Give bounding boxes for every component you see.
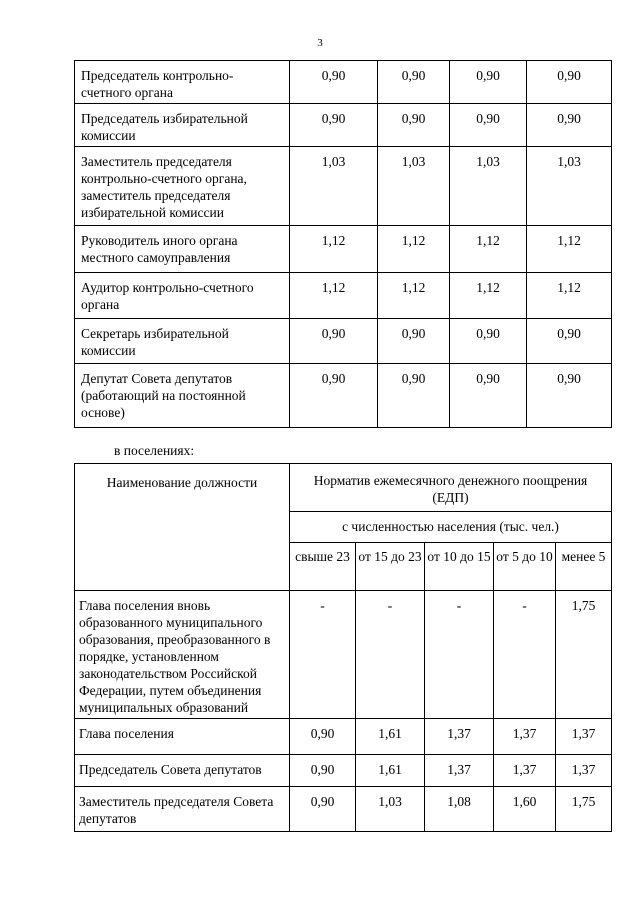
coefficient-cell: 0,90 [378,364,450,428]
coefficient-cell: 0,90 [527,104,612,147]
header-position-name: Наименование должности [75,464,290,591]
position-name-cell: Глава поселения вновь образованного муниципального образования, преобразованного в порядке, установленном законодательством Российской Федерации, путем объединения муниципальных образований [75,591,290,719]
table-row [75,755,612,787]
coefficient-cell: 1,37 [494,719,556,755]
header-population: с численностью населения (тыс. чел.) [290,512,612,543]
coefficient-cell: 1,37 [425,755,494,787]
table-row [75,364,612,428]
coefficient-cell: 0,90 [378,319,450,364]
position-name-cell: Руководитель иного органа местного самоуправления [75,226,290,273]
coefficient-cell: 1,75 [556,591,612,719]
coefficient-cell: 0,90 [290,319,378,364]
coefficient-cell: 1,37 [556,719,612,755]
coefficient-cell: 0,90 [450,104,527,147]
table-row [75,61,612,104]
coefficient-cell: 0,90 [290,61,378,104]
coefficient-cell: 1,12 [290,273,378,319]
population-column-header: от 10 до 15 [425,543,494,591]
coefficient-cell: 1,61 [356,755,425,787]
coefficient-cell: 1,12 [527,226,612,273]
coefficient-cell: 0,90 [290,104,378,147]
population-column-header: свыше 23 [290,543,356,591]
coefficient-cell: 0,90 [378,104,450,147]
coefficient-cell: 1,12 [378,273,450,319]
table-row [75,147,612,226]
position-name-cell: Заместитель председателя контрольно-счетного органа, заместитель председателя избирательной комиссии [75,147,290,226]
coefficient-cell: 0,90 [450,319,527,364]
coefficient-cell: 1,60 [494,787,556,832]
coefficient-cell: 0,90 [450,364,527,428]
population-column-header: от 5 до 10 [494,543,556,591]
coefficient-cell: 0,90 [290,719,356,755]
coefficient-cell: 1,12 [378,226,450,273]
coefficient-cell: 1,75 [556,787,612,832]
coefficient-cell: 1,12 [450,273,527,319]
position-name-cell: Аудитор контрольно-счетного органа [75,273,290,319]
coefficient-cell: 1,37 [494,755,556,787]
coefficient-cell: 0,90 [290,364,378,428]
position-name-cell: Заместитель председателя Совета депутатов [75,787,290,832]
coefficient-cell: 0,90 [290,755,356,787]
coefficient-cell: 1,03 [450,147,527,226]
position-name-cell: Глава поселения [75,719,290,755]
coefficient-cell: - [494,591,556,719]
coefficient-cell: - [425,591,494,719]
coefficient-cell: 0,90 [527,319,612,364]
position-name-cell: Председатель контрольно-счетного органа [75,61,290,104]
coefficient-cell: 0,90 [290,787,356,832]
position-name-cell: Председатель Совета депутатов [75,755,290,787]
table-row [75,591,612,719]
coefficients-table-municipal [74,60,612,428]
table-row [75,104,612,147]
coefficient-cell: 1,08 [425,787,494,832]
table-row [75,719,612,755]
coefficient-cell: 0,90 [527,364,612,428]
coefficient-cell: 0,90 [378,61,450,104]
table-header-row [75,464,612,512]
coefficient-cell: 1,61 [356,719,425,755]
coefficient-cell: 1,03 [290,147,378,226]
coefficient-cell: 1,12 [450,226,527,273]
section-caption: в поселениях: [114,443,195,458]
position-name-cell: Депутат Совета депутатов (работающий на постоянной основе) [75,364,290,428]
header-norm: Норматив ежемесячного денежного поощрения (ЕДП) [290,464,612,512]
coefficient-cell: - [356,591,425,719]
coefficient-cell: 1,12 [527,273,612,319]
position-name-cell: Секретарь избирательной комиссии [75,319,290,364]
coefficient-cell: 0,90 [450,61,527,104]
coefficient-cell: 1,12 [290,226,378,273]
page-number: 3 [317,37,323,49]
table-row [75,787,612,832]
coefficient-cell: 1,03 [356,787,425,832]
table-row [75,319,612,364]
position-name-cell: Председатель избирательной комиссии [75,104,290,147]
coefficient-cell: 1,03 [527,147,612,226]
table-row [75,273,612,319]
coefficient-cell: 1,37 [425,719,494,755]
coefficient-cell: 1,03 [378,147,450,226]
population-column-header: от 15 до 23 [356,543,425,591]
coefficient-cell: - [290,591,356,719]
coefficient-cell: 0,90 [527,61,612,104]
coefficient-cell: 1,37 [556,755,612,787]
table-row [75,226,612,273]
population-column-header: менее 5 [556,543,612,591]
coefficients-table-settlements [74,463,612,832]
